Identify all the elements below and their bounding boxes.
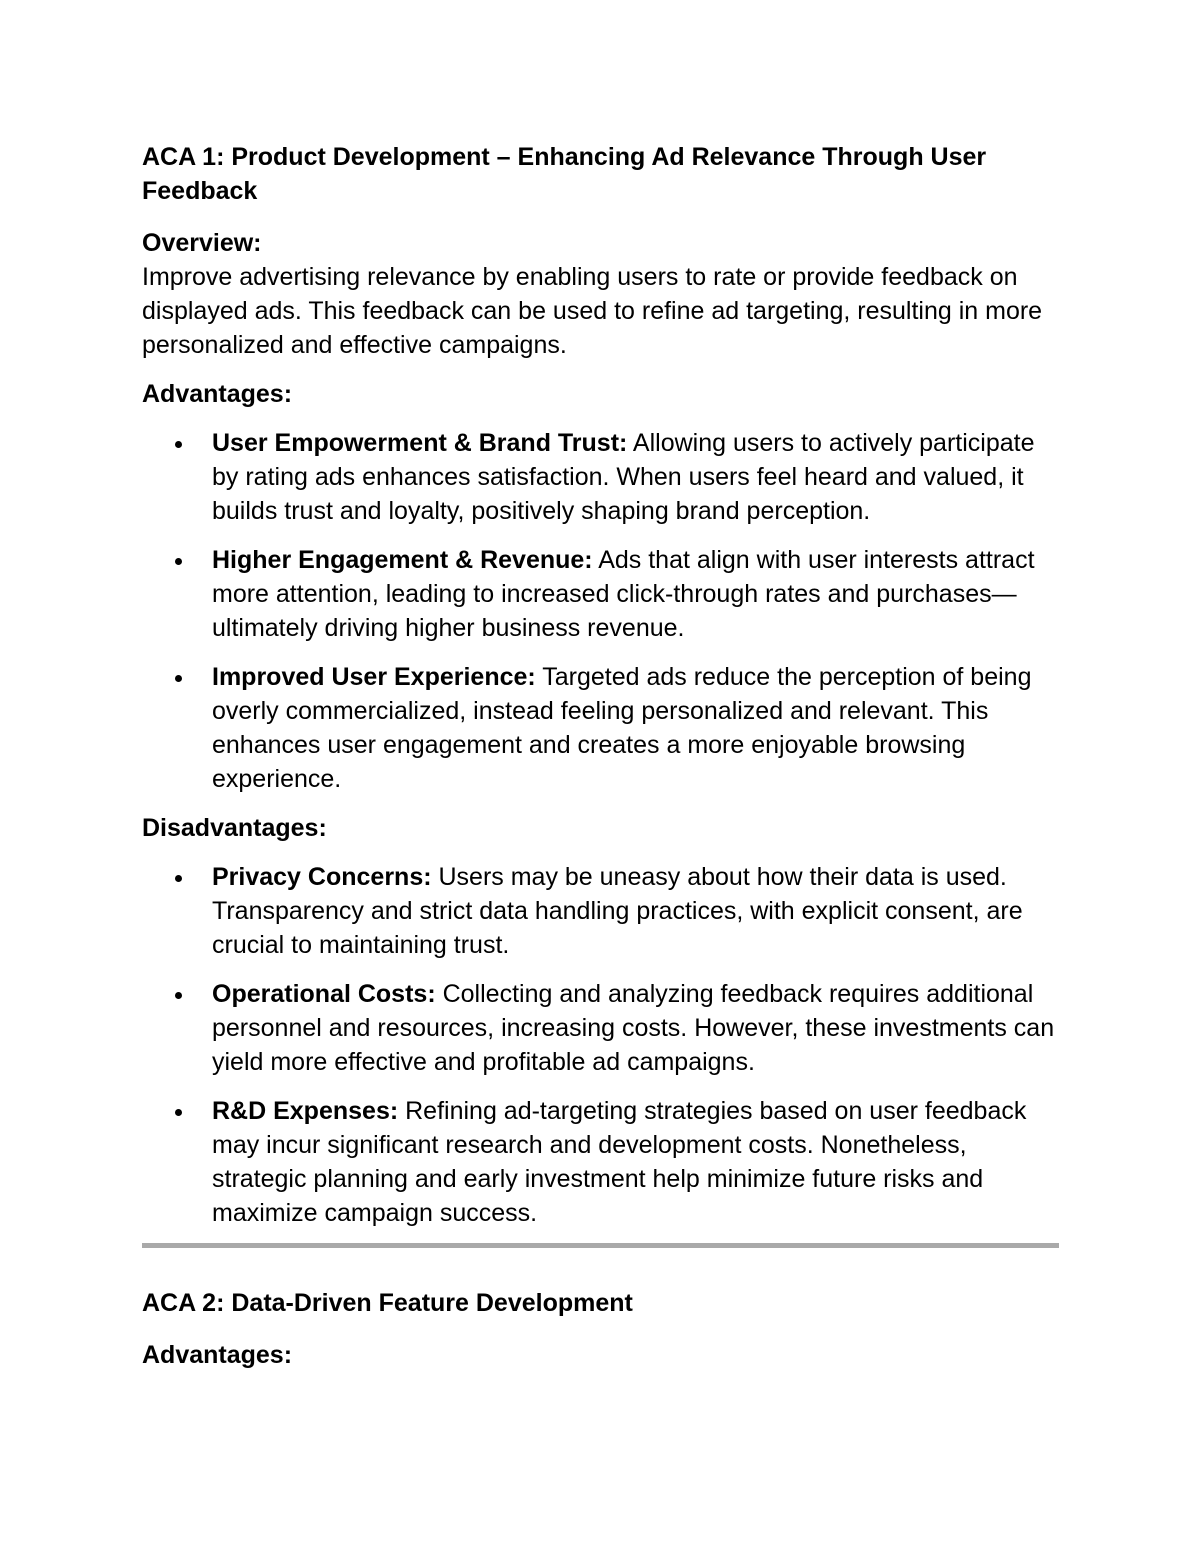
item-term: Higher Engagement & Revenue: — [212, 546, 593, 574]
list-item — [142, 426, 1062, 528]
bullet-icon — [175, 558, 182, 565]
item-term: R&D Expenses: — [212, 1097, 399, 1125]
item-text: Allowing users to actively participate by rating ads enhances satisfaction. When users feel heard and valued, it builds trust and loyalty, positively shaping brand perception. — [212, 429, 1035, 525]
item-text: Targeted ads reduce the perception of being overly commercialized, instead feeling personalized and relevant. This enhances user engagement and creates a more enjoyable browsing experience. — [212, 663, 1032, 793]
bullet-icon — [175, 992, 182, 999]
item-term: User Empowerment & Brand Trust: — [212, 429, 628, 457]
list-item — [142, 977, 1062, 1079]
list-item — [142, 860, 1062, 962]
aca2-advantages-label: Advantages: — [142, 1341, 293, 1369]
item-text: Users may be uneasy about how their data is used. Transparency and strict data handling practices, with explicit consent, are crucial to maintaining trust. — [212, 863, 1023, 959]
aca1-title: ACA 1: Product Development – Enhancing Ad Relevance Through User Feedback — [142, 143, 987, 205]
item-term: Operational Costs: — [212, 980, 436, 1008]
disadvantages-label: Disadvantages: — [142, 814, 327, 842]
list-item — [142, 660, 1062, 796]
item-text: Refining ad-targeting strategies based on user feedback may incur significant research and development costs. Nonetheless, strategic planning and early investment help minimize future risks and maximize campaign success. — [212, 1097, 1027, 1227]
bullet-icon — [175, 875, 182, 882]
horizontal-divider — [142, 1243, 1059, 1248]
bullet-icon — [175, 675, 182, 682]
list-item — [142, 1094, 1062, 1230]
aca2-title: ACA 2: Data-Driven Feature Development — [142, 1289, 633, 1317]
item-term: Improved User Experience: — [212, 663, 536, 691]
advantages-label: Advantages: — [142, 380, 293, 408]
item-text: Collecting and analyzing feedback requires additional personnel and resources, increasing costs. However, these investments can yield more effective and profitable ad campaigns. — [212, 980, 1055, 1076]
bullet-icon — [175, 441, 182, 448]
bullet-icon — [175, 1109, 182, 1116]
overview-label: Overview: — [142, 229, 262, 257]
disadvantages-list — [142, 860, 1062, 1230]
item-text: Ads that align with user interests attract more attention, leading to increased click-through rates and purchases—ultimately driving higher business revenue. — [212, 546, 1035, 642]
document-page — [142, 140, 1062, 1372]
item-term: Privacy Concerns: — [212, 863, 432, 891]
advantages-list — [142, 426, 1062, 796]
overview-text: Improve advertising relevance by enabling users to rate or provide feedback on displayed ads. This feedback can be used to refine ad targeting, resulting in more personalized and effective campaigns. — [142, 263, 1043, 359]
list-item — [142, 543, 1062, 645]
